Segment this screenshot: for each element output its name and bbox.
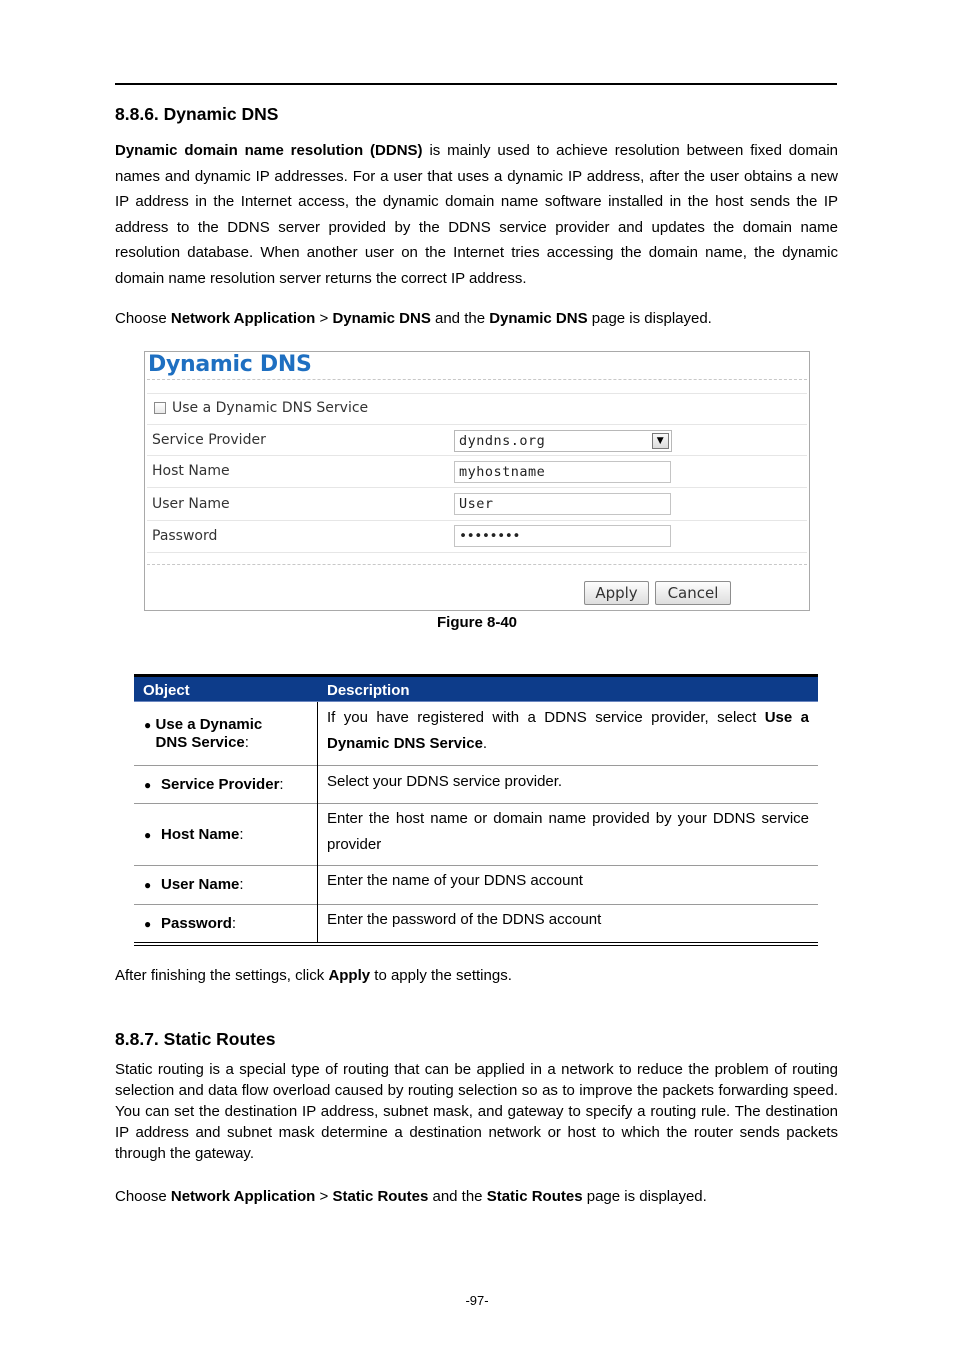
nav-menu-static-routes: Static Routes [332,1188,429,1205]
object-name: User Name [161,876,240,893]
object-suffix: : [244,734,249,751]
divider [147,424,807,425]
static-routes-paragraph: Static routing is a special type of routing that can be applied in a network to reduce the problem of routing selection and data flow overload caused by routing selection so as to improve the packets forwarding speed. You can set the destination IP address, subnet mask, and gateway to specify a routing rule. The destination IP address and subnet mask determine a destination network or host to which the router sends packets through the gateway. [115,1061,838,1162]
nav-separator: > [315,1188,333,1205]
nav-text: page is displayed. [582,1188,707,1205]
dropdown-arrow-icon[interactable]: ▼ [652,433,669,449]
nav-menu-network-application: Network Application [170,1188,316,1205]
divider [147,564,807,565]
table-header [134,677,818,702]
ddns-term: Dynamic domain name resolution (DDNS) [115,142,423,159]
object-suffix: : [231,915,237,932]
bullet-icon: ● [144,778,152,792]
row-description: Select your DDNS service provider. [327,773,563,790]
row-description [327,705,809,757]
after-text: to apply the settings. [370,967,512,984]
cancel-button[interactable]: Cancel [655,581,731,605]
nav-text: page is displayed. [587,310,712,327]
table-bottom-rule [134,942,818,943]
table-row [134,905,818,942]
section-heading-static-routes: 8.8.7. Static Routes [115,1029,276,1049]
divider [147,379,807,380]
header-rule [115,83,837,85]
host-name-input[interactable]: myhostname [454,461,671,483]
nav-menu-network-application: Network Application [170,310,316,327]
after-settings-paragraph [115,966,838,986]
table-row [134,702,818,766]
apply-button[interactable]: Apply [584,581,649,605]
figure-caption: Figure 8-40 [436,614,518,631]
object-suffix: : [239,876,244,893]
service-provider-value: dyndns.org [459,433,546,449]
page-number: -97- [465,1293,489,1308]
ddns-nav-instruction [115,309,838,329]
description-bold: Use a Dynamic DNS Service [327,709,809,752]
bullet-icon: ● [144,878,152,892]
object-name: Password [161,915,232,932]
table-row [134,766,818,804]
divider [147,487,807,488]
after-text: After finishing the settings, click [115,967,329,984]
row-description: Enter the password of the DDNS account [327,911,602,928]
divider [147,552,807,553]
nav-page-dynamic-dns: Dynamic DNS [489,310,588,327]
nav-menu-dynamic-dns: Dynamic DNS [332,310,431,327]
header-object: Object [143,682,190,699]
password-input[interactable]: •••••••• [454,525,671,547]
row-object [144,776,284,794]
nav-text: Choose [115,310,171,327]
object-name: Use a Dynamic DNS Service [155,716,263,751]
dynamic-dns-panel [144,351,810,611]
description-text: If you have registered with a DDNS service provider, select [327,709,765,726]
divider [147,393,807,394]
section-heading-dynamic-dns: 8.8.6. Dynamic DNS [115,104,279,124]
nav-page-static-routes: Static Routes [486,1188,583,1205]
after-apply-term: Apply [328,967,371,984]
service-provider-label: Service Provider [152,432,266,448]
bullet-icon: ● [144,718,152,732]
row-object [144,716,294,752]
table-row [134,804,818,866]
column-divider [317,702,318,942]
object-name: Service Provider [161,776,280,793]
host-name-label: Host Name [152,463,230,479]
bullet-icon: ● [144,917,152,931]
service-provider-select[interactable] [454,430,672,452]
password-label: Password [152,528,218,544]
table-row [134,866,818,905]
nav-text: Choose [115,1188,171,1205]
panel-title: Dynamic DNS [148,352,312,377]
nav-separator: > [315,310,333,327]
nav-text: and the [428,1188,487,1205]
use-ddns-label: Use a Dynamic DNS Service [172,400,369,416]
row-description: Enter the host name or domain name provided by your DDNS service provider [327,810,809,853]
object-suffix: : [279,776,284,793]
static-routes-nav-instruction [115,1187,838,1207]
object-suffix: : [239,826,244,843]
bullet-icon: ● [144,828,152,842]
user-name-label: User Name [152,496,230,512]
ddns-intro-text: is mainly used to achieve resolution between fixed domain names and dynamic IP addresses. For a user that uses a dynamic IP address, after the user obtains a new IP address in the Internet access, the dynamic domain name software installed in the host sends the IP address to the DDNS server provided by the DDNS service provider and updates the domain name resolution database. When another user on the Internet tries accessing the domain name, the dynamic domain name resolution server returns the correct IP address. [115,142,838,287]
header-description: Description [327,682,410,699]
description-end: . [482,735,488,752]
use-ddns-checkbox[interactable] [154,402,166,414]
divider [147,455,807,456]
use-ddns-row [154,400,368,416]
user-name-input[interactable]: User [454,493,671,515]
nav-text: and the [430,310,490,327]
row-object [144,826,244,844]
object-name: Host Name [161,826,240,843]
divider [147,520,807,521]
row-description: Enter the name of your DDNS account [327,872,583,889]
row-object [144,915,236,933]
table-bottom-rule [134,945,818,946]
ddns-intro-paragraph [115,138,838,292]
row-object [144,876,244,894]
